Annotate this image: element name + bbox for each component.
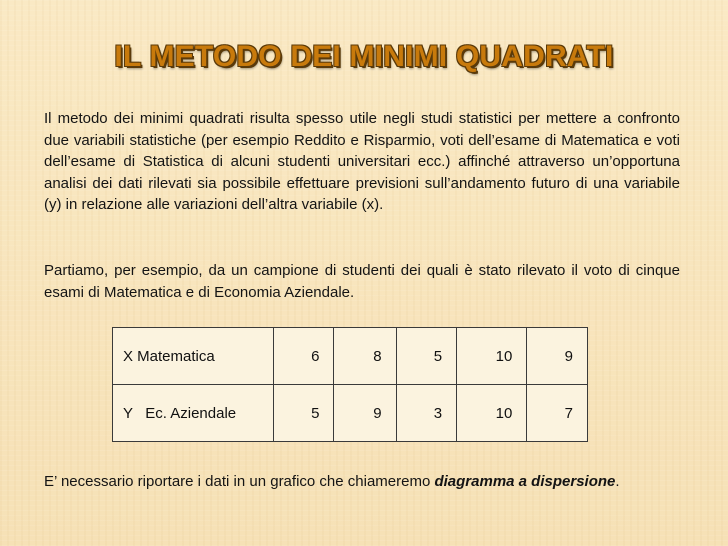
table-cell: 7 <box>527 385 588 442</box>
intro-paragraph: Il metodo dei minimi quadrati risulta spesso utile negli studi statistici per mettere a confronto due variabili statistiche (per esempio Reddito e Risparmio, voti dell’esame di Matematica e voti dell’esame di Statistica di alcuni studenti universitari ecc.) affinché attraverso un’opportuna analisi dei dati rilevati sia possibile effettuare previsioni sull’andamento futuro di una variabile (y) in relazione alle variazioni dell’altra variabile (x). <box>44 110 680 214</box>
table-row <box>113 385 588 442</box>
table-row <box>113 328 588 385</box>
table-cell: 9 <box>334 385 396 442</box>
conclusion-end: . <box>615 473 620 490</box>
slide-title: IL METODO DEI MINIMI QUADRATI <box>114 40 614 73</box>
table-cell: 3 <box>396 385 457 442</box>
scatter-diagram-term: diagramma a dispersione <box>434 473 616 490</box>
table-cell: 5 <box>273 385 334 442</box>
row-label-x: X Matematica <box>113 328 274 385</box>
conclusion-paragraph <box>44 471 680 493</box>
table-cell: 10 <box>457 385 527 442</box>
table-cell: 8 <box>334 328 396 385</box>
conclusion-text: E’ necessario riportare i dati in un grafico che chiameremo <box>44 473 435 490</box>
data-table <box>112 327 588 442</box>
table-cell: 10 <box>457 328 527 385</box>
table-cell: 9 <box>527 328 588 385</box>
sample-paragraph: Partiamo, per esempio, da un campione di studenti dei quali è stato rilevato il voto di cinque esami di Matematica e di Economia Aziendale. <box>44 262 680 301</box>
table-cell: 6 <box>273 328 334 385</box>
row-label-y: Y Ec. Aziendale <box>113 385 274 442</box>
table-cell: 5 <box>396 328 457 385</box>
